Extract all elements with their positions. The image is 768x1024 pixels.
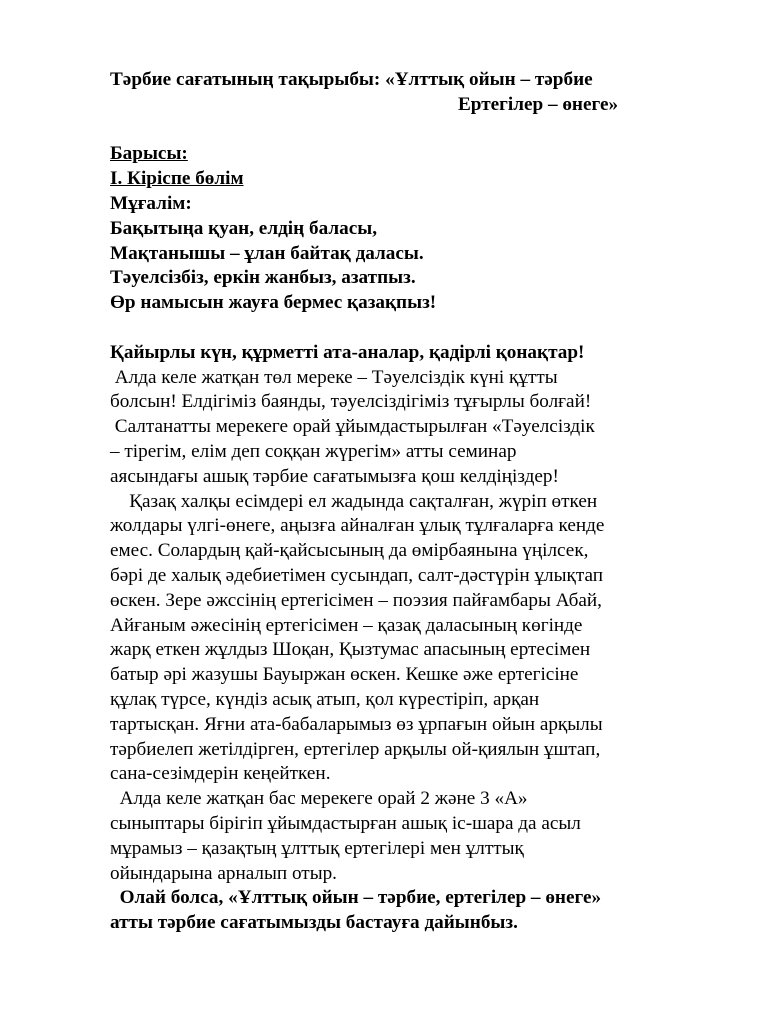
paragraph-line: сыныптары бірігіп ұйымдастырған ашық іс-шара да асыл [110,812,581,834]
paragraph-line: құлақ түрсе, күндіз асық атып, қол күрестіріп, арқан [110,688,540,710]
paragraph-line: тәрбиелеп жетілдірген, ертегілер арқылы ой-қиялын ұштап, [110,738,601,760]
greeting: Қайырлы күн, құрметті ата-аналар, қадірлі қонақтар! [110,341,585,363]
progress-heading: Барысы: [110,143,188,165]
paragraph-line: ойындарына арналып отыр. [110,862,337,884]
closing-line: Олай болса, «Ұлттық ойын – тәрбие, ертегілер – өнеге» [110,887,602,909]
paragraph-line: – тірегім, елім деп соққан жүрегім» атты семинар [110,440,517,462]
paragraph-line: Қазақ халқы есімдері ел жадында сақталған, жүріп өткен [110,490,598,512]
spacer [110,316,715,341]
paragraph-line: тартысқан. Яғни ата-бабаларымыз өз ұрпағын ойын арқылы [110,713,603,735]
paragraph-2 [110,415,715,489]
title-line-1: Тәрбие сағатының тақырыбы: «Ұлттық ойын – тәрбие [110,69,593,90]
paragraph-line: батыр әрі жазушы Бауыржан өскен. Кешке әже ертегісіне [110,664,579,686]
section-heading: І. Кіріспе бөлім [110,168,244,190]
paragraph-line: жарқ еткен жұлдыз Шоқан, Қызтумас апасының ертесімен [110,639,591,661]
paragraph-line: Алда келе жатқан бас мерекеге орай 2 және 3 «А» [110,788,528,810]
title-line-2: Ертегілер – өнеге» [458,93,619,115]
paragraph-line: сана-сезімдерін кеңейткен. [110,763,331,785]
paragraph-line: Айғаным әжесінің ертегісімен – қазақ даласының көгінде [110,614,583,636]
paragraph-line: болсын! Елдігіміз баянды, тәуелсіздігіміз тұғырлы болғай! [110,391,592,413]
speaker-label: Мұғалім: [110,192,192,214]
paragraph-line: өскен. Зере әжссінің ертегісімен – поэзия пайғамбары Абай, [110,589,602,611]
paragraph-line: Салтанатты мерекеге орай ұйымдастырылған «Тәуелсіздік [110,416,595,438]
paragraph-line: мұрамыз – қазақтың ұлттық ертегілері мен ұлттық [110,837,524,859]
paragraph-line: аясындағы ашық тәрбие сағатымызға қош келдіңіздер! [110,465,559,487]
document-page [110,68,715,936]
paragraph-3 [110,490,715,788]
poem-line: Өр намысын жауға бермес қазақпыз! [110,292,437,314]
closing-line: атты тәрбие сағатымызды бастауға дайынбыз. [110,912,518,934]
poem [110,217,715,316]
paragraph-line: Алда келе жатқан төл мереке – Тәуелсіздік күні құтты [110,366,558,388]
paragraph-4 [110,787,715,886]
closing [110,886,715,936]
paragraph-line: жолдары үлгі-өнеге, аңызға айналған ұлық тұлғаларға кенде [110,515,605,537]
paragraph-line: емес. Солардың қай-қайсысының да өмірбаянына үңілсек, [110,540,589,562]
paragraph-1 [110,366,715,416]
spacer [110,118,715,143]
paragraph-line: бәрі де халық әдебиетімен сусындап, салт-дәстүрін ұлықтап [110,564,603,586]
poem-line: Тәуелсізбіз, еркін жанбыз, азатпыз. [110,267,416,289]
poem-line: Мақтанышы – ұлан байтақ даласы. [110,242,424,264]
poem-line: Бақытыңа қуан, елдің баласы, [110,217,377,239]
